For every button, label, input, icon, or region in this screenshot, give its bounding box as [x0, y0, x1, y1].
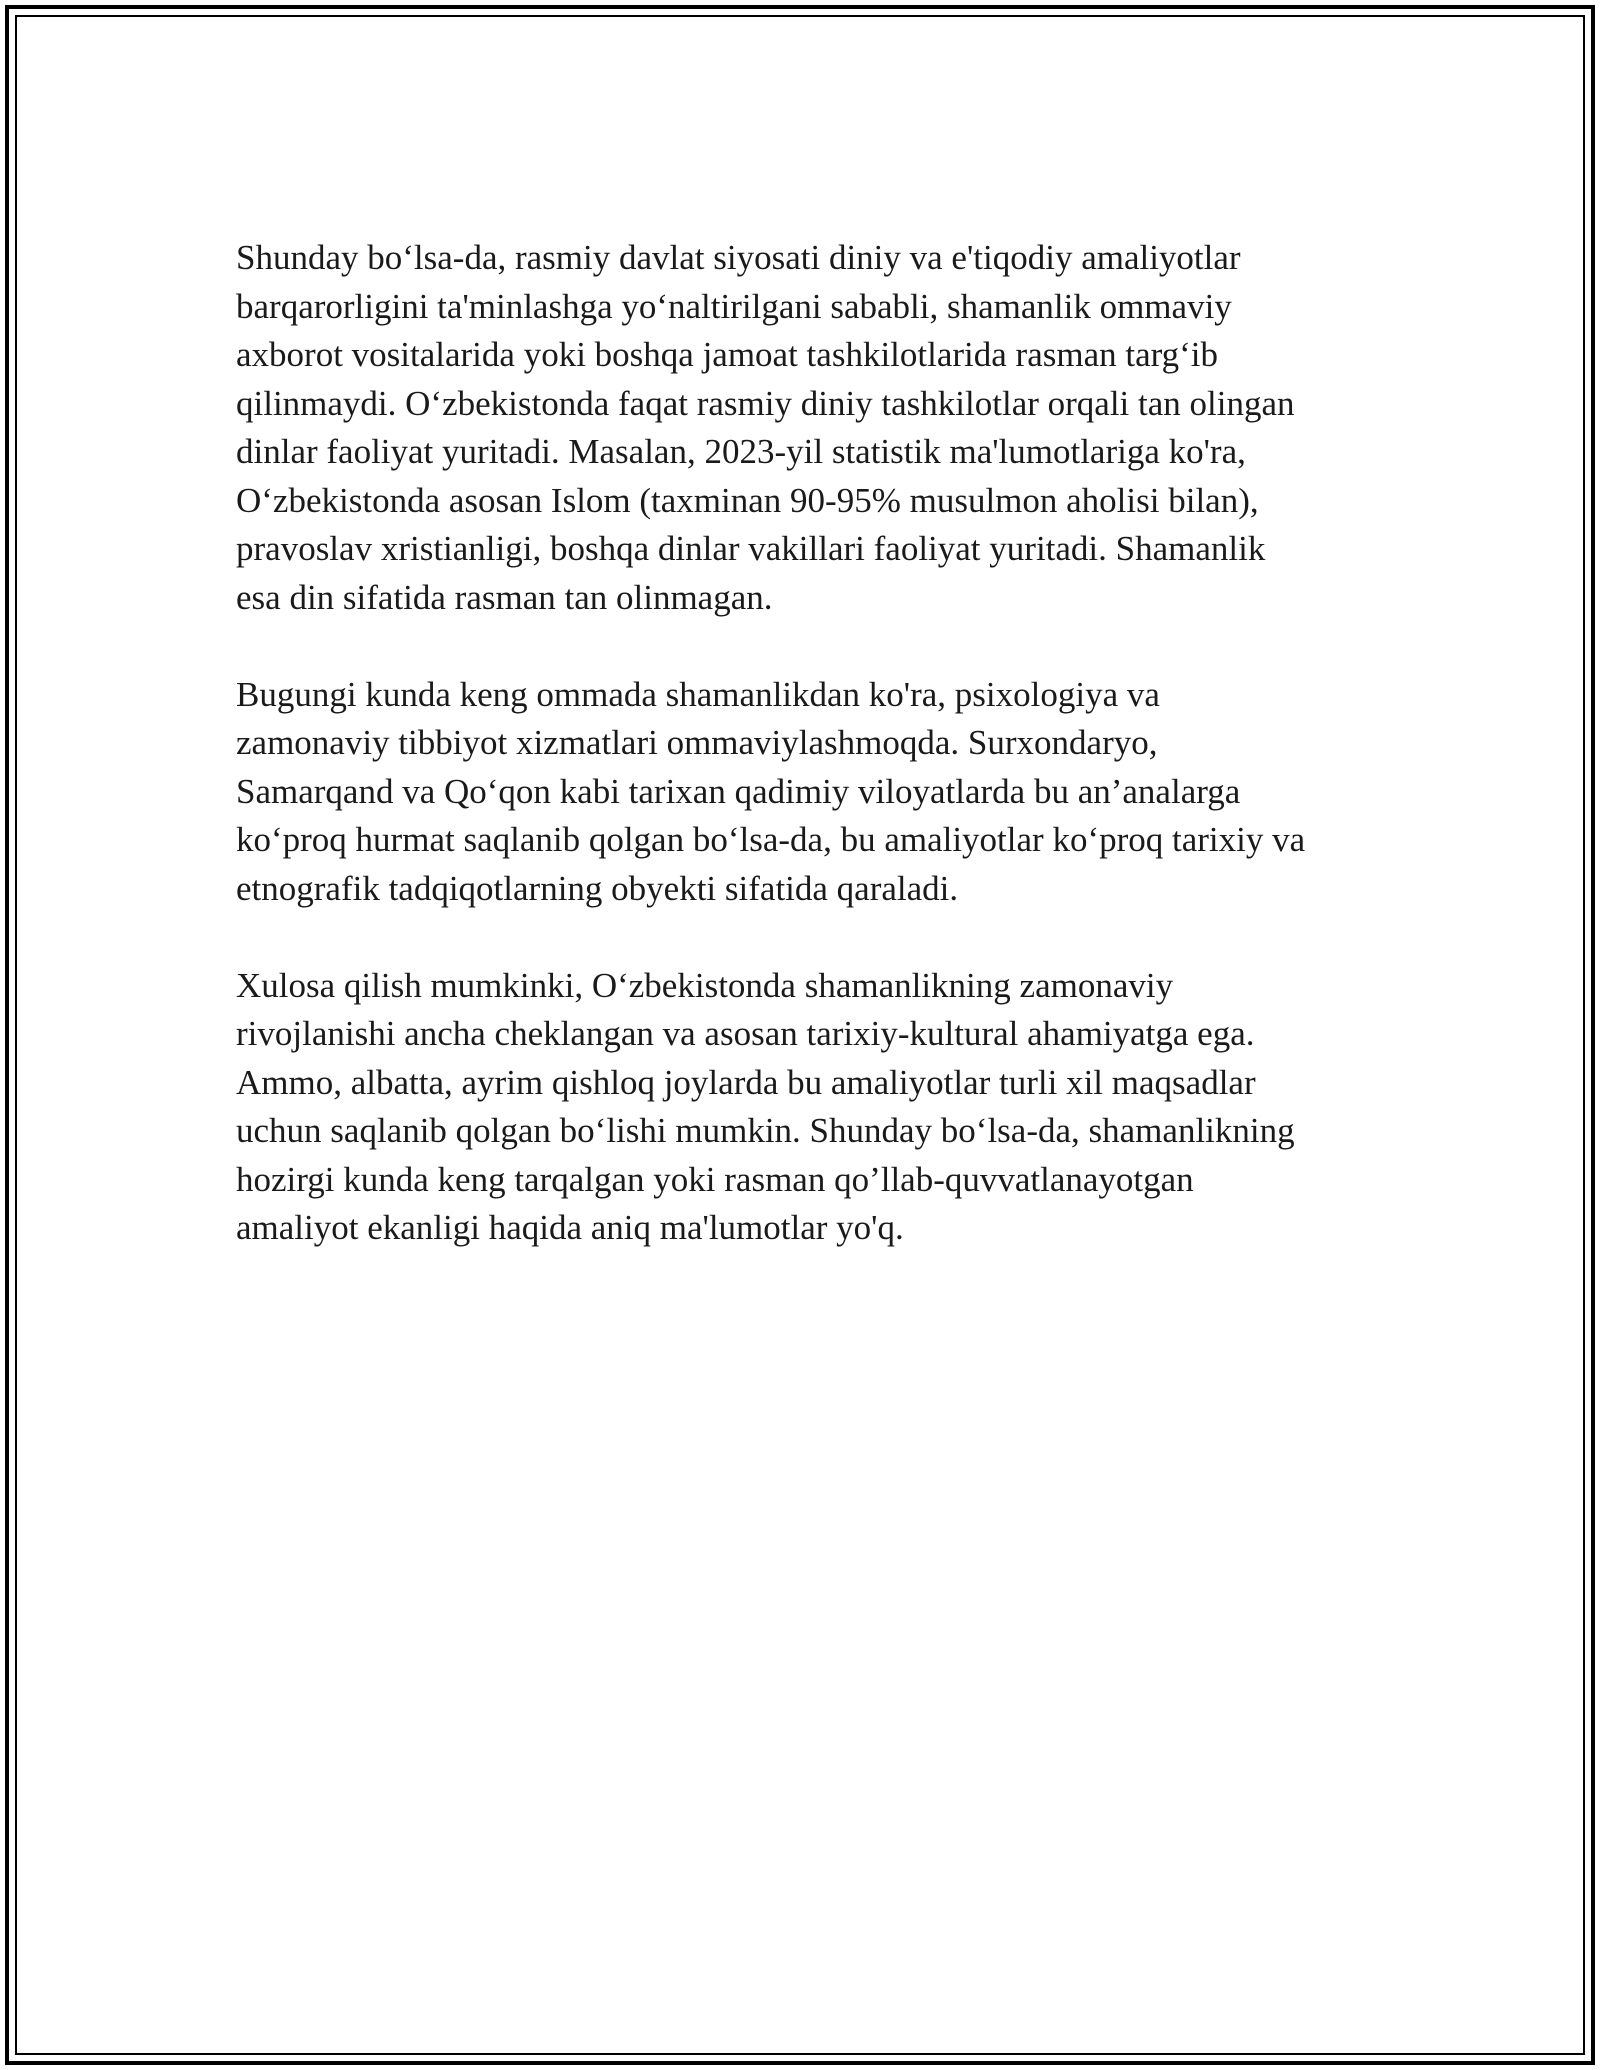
paragraph-2: Bugungi kunda keng ommada shamanlikdan ko'ra, psixologiya va zamonaviy tibbiyot xizmatlari ommaviylashmoqda. Surxondaryo, Samarqand va Qo‘qon kabi tarixan qadimiy viloyatlarda bu an’analarga ko‘proq hurmat saqlanib qolgan bo‘lsa-da, bu amaliyotlar ko‘proq tarixiy va etnografik tadqiqotlarning obyekti sifatida qaraladi. [236, 674, 1306, 908]
document-body [236, 234, 1376, 1301]
paragraph-3: Xulosa qilish mumkinki, O‘zbekistonda shamanlikning zamonaviy rivojlanishi ancha cheklangan va asosan tarixiy-kultural ahamiyatga ega. Ammo, albatta, ayrim qishloq joylarda bu amaliyotlar turli xil maqsadlar uchun saqlanib qolgan bo‘lishi mumkin. Shunday bo‘lsa-da, shamanlikning hozirgi kunda keng tarqalgan yoki rasman qo’llab-quvvatlanayotgan amaliyot ekanligi haqida aniq ma'lumotlar yo'q. [236, 965, 1295, 1247]
paragraph-1: Shunday bo‘lsa-da, rasmiy davlat siyosati diniy va e'tiqodiy amaliyotlar barqarorligini ta'minlashga yo‘naltirilgani sababli, shamanlik ommaviy axborot vositalarida yoki boshqa jamoat tashkilotlarida rasman targ‘ib qilinmaydi. O‘zbekistonda faqat rasmiy diniy tashkilotlar orqali tan olingan dinlar faoliyat yuritadi. Masalan, 2023-yil statistik ma'lumotlariga ko'ra, O‘zbekistonda asosan Islom (taxminan 90-95% musulmon aholisi bilan), pravoslav xristianligi, boshqa dinlar vakillari faoliyat yuritadi. Shamanlik esa din sifatida rasman tan olinmagan. [236, 238, 1295, 617]
